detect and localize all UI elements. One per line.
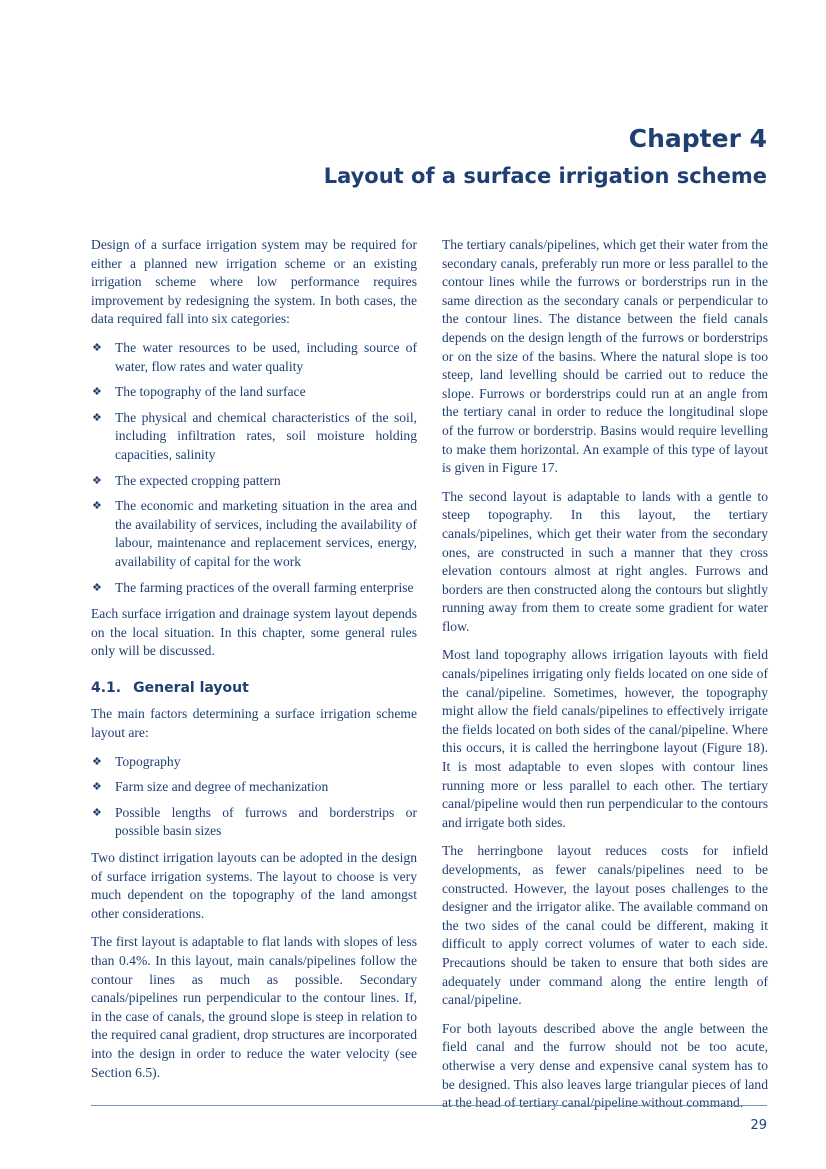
diamond-bullet-icon: ❖ (92, 340, 102, 354)
list-item: ❖ The topography of the land surface (91, 383, 417, 402)
chapter-number: Chapter 4 (628, 124, 767, 153)
diamond-bullet-icon: ❖ (92, 754, 102, 768)
list-item: ❖ Farm size and degree of mechanization (91, 778, 417, 797)
diamond-bullet-icon: ❖ (92, 410, 102, 424)
list-item: ❖ The farming practices of the overall farming enterprise (91, 579, 417, 598)
list-item: ❖ Possible lengths of furrows and borderstrips or possible basin sizes (92, 804, 417, 839)
list-item: ❖ The physical and chemical characteristics of the soil, including infiltration rates, soil moisture holding capacities, salinity (92, 409, 417, 462)
page-number: 29 (750, 1118, 767, 1133)
section-heading (91, 679, 417, 698)
diamond-bullet-icon: ❖ (92, 580, 102, 594)
left-column (91, 236, 417, 1092)
intro-paragraph: Design of a surface irrigation system may be required for either a planned new irrigation scheme or an existing irrigation scheme where low performance requires improvement by redesigning the system. In both cases, the data required fall into six categories: (91, 237, 417, 327)
factors-intro-paragraph: The main factors determining a surface irrigation scheme layout are: (91, 706, 417, 741)
diamond-bullet-icon: ❖ (92, 385, 102, 399)
first-layout-paragraph: The first layout is adaptable to flat lands with slopes of less than 0.4%. In this layout, main canals/pipelines follow the contour lines as much as possible. Secondary canals/pipelines run perpendicular to the contour lines. If, in the case of canals, the ground slope is steep in relation to the required canal gradient, drop structures are incorporated into the design in order to reduce the water velocity (see Section 6.5). (91, 934, 417, 1080)
tertiary-canals-paragraph: The tertiary canals/pipelines, which get their water from the secondary canals, preferably run more or less parallel to the contour lines while the furrows or borderstrips run in the same direction as the secondary canals or perpendicular to the contour lines. The distance between the field canals depends on the design length of the furrows or borderstrips or on the size of the basins. Where the natural slope is too steep, land levelling should be carried out to reduce the slope. Furrows or borderstrips could run at an angle from the tertiary canal in order to reduce the longitudinal slope of the furrow or borderstrip. Basins would require levelling to make them horizontal. An example of this type of layout is given in Figure 17. (442, 237, 768, 476)
list-item: ❖ Topography (91, 753, 417, 772)
diamond-bullet-icon: ❖ (92, 780, 102, 794)
list-item: ❖ The economic and marketing situation in the area and the availability of services, including the availability of labour, maintenance and replacement services, energy, availability of capital for the work (92, 498, 417, 569)
diamond-bullet-icon: ❖ (92, 473, 102, 487)
second-layout-paragraph: The second layout is adaptable to lands with a gentle to steep topography. In this layout, the tertiary canals/pipelines, which get their water from the secondary ones, are constructed in such a manner that they cross elevation contours almost at right angles. Furrows and borders are then constructed along the contours but slightly running away from them to create some gradient for water flow. (442, 488, 768, 634)
data-categories-list (91, 339, 417, 597)
two-layouts-paragraph: Two distinct irrigation layouts can be adopted in the design of surface irrigation systems. The layout to choose is very much dependent on the topography of the land amongst other considerations. (91, 850, 417, 921)
right-column (442, 236, 768, 1123)
section-title: General layout (133, 679, 249, 696)
angle-paragraph: For both layouts described above the angle between the field canal and the furrow should not be too acute, otherwise a very dense and expensive canal system has to be designed. This also leaves large triangular pieces of land at the head of tertiary canal/pipeline without command. (442, 1020, 768, 1111)
after-list-paragraph: Each surface irrigation and drainage system layout depends on the local situation. In this chapter, some general rules only will be discussed. (91, 606, 417, 659)
factors-list (91, 753, 417, 841)
section-number: 4.1. (91, 679, 122, 696)
diamond-bullet-icon: ❖ (92, 805, 102, 819)
herringbone-paragraph: Most land topography allows irrigation layouts with field canals/pipelines irrigating only fields located on one side of the canal/pipeline. Sometimes, however, the topography might allow the field canals/pipelines to effectively irrigate the fields located on both sides of the canal/pipeline. Where this occurs, it is called the herringbone layout (Figure 18). It is most adaptable to even slopes with contour lines running more or less parallel to each other. The tertiary canal/pipeline would then run perpendicular to the contours and irrigate both sides. (442, 647, 768, 830)
list-item: ❖ The expected cropping pattern (91, 472, 417, 491)
list-item: ❖ The water resources to be used, including source of water, flow rates and water quality (92, 339, 417, 374)
costs-paragraph: The herringbone layout reduces costs for infield developments, as fewer canals/pipelines need to be constructed. However, the layout poses challenges to the designer and the irrigator alike. The available command on the two sides of the canal could be different, making it difficult to apply correct volumes of water to each side. Precautions should be taken to ensure that both sides are adequately under command along the entire length of canal/pipeline. (442, 843, 768, 1008)
chapter-header (324, 124, 767, 191)
footer-divider (91, 1105, 767, 1106)
diamond-bullet-icon: ❖ (92, 499, 102, 513)
chapter-title: Layout of a surface irrigation scheme (323, 164, 767, 188)
